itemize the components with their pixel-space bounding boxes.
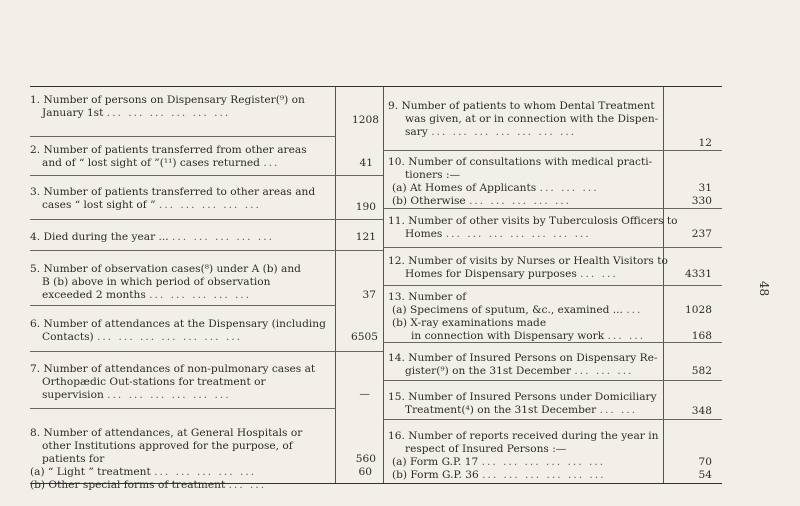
row-5 bbox=[30, 263, 330, 302]
row-3-line-1: 3. Number of patients transferred to other areas and bbox=[30, 186, 316, 198]
row-4-label: 4. Died during the year ... bbox=[30, 231, 169, 243]
row-16-a-label: (a) Form G.P. 17 bbox=[392, 456, 479, 468]
row-3-line-2 bbox=[30, 199, 330, 212]
row-divider bbox=[383, 150, 722, 151]
row-8-a-value: 560 bbox=[355, 453, 376, 465]
row-5-line-2: B (b) above in which period of observation bbox=[42, 276, 271, 288]
row-3 bbox=[30, 186, 330, 212]
row-divider bbox=[30, 351, 383, 352]
leader-dots: ... ... ... ... ... ... ... bbox=[431, 126, 577, 138]
row-11-label: Homes bbox=[405, 228, 443, 240]
leader-dots: ... bbox=[263, 157, 280, 169]
row-6-value: 6505 bbox=[351, 331, 378, 343]
row-15-line-1: 15. Number of Insured Persons under Domiciliary bbox=[388, 391, 657, 403]
row-10-b bbox=[388, 195, 660, 208]
row-1 bbox=[30, 94, 330, 120]
row-13-a-label: (a) Specimens of sputum, &c., examined ... bbox=[392, 304, 623, 316]
leader-dots: ... ... ... ... ... bbox=[172, 231, 274, 243]
row-10-a-value: 31 bbox=[698, 182, 712, 194]
row-8-line-3: patients for bbox=[42, 453, 105, 465]
leader-dots: ... ... ... ... ... ... ... bbox=[97, 331, 242, 343]
column-divider bbox=[335, 87, 336, 483]
leader-dots: ... ... ... ... ... ... bbox=[106, 107, 231, 119]
row-2 bbox=[30, 144, 330, 170]
page-number: 48 bbox=[757, 280, 772, 297]
row-divider bbox=[30, 175, 383, 176]
row-2-value: 41 bbox=[359, 157, 373, 169]
leader-dots: ... ... bbox=[580, 268, 618, 280]
row-divider bbox=[383, 247, 722, 248]
row-divider bbox=[383, 419, 722, 420]
row-13-a-value: 1028 bbox=[685, 304, 712, 316]
row-4-value: 121 bbox=[355, 231, 376, 243]
row-5-value: 37 bbox=[362, 289, 376, 301]
row-4-line-1 bbox=[30, 231, 330, 244]
row-8 bbox=[30, 427, 330, 492]
row-16-b bbox=[388, 469, 660, 482]
row-2-line-1: 2. Number of patients transferred from other areas bbox=[30, 144, 307, 156]
row-4 bbox=[30, 231, 330, 244]
row-14 bbox=[388, 352, 660, 378]
row-12 bbox=[388, 255, 668, 281]
row-10-line-2: tioners :— bbox=[405, 169, 461, 181]
leader-dots: ... ... ... ... ... ... bbox=[481, 456, 606, 468]
row-10 bbox=[388, 156, 660, 208]
row-3-label: cases “ lost sight of ” bbox=[42, 199, 156, 211]
row-11-line-2 bbox=[388, 228, 660, 241]
row-16 bbox=[388, 430, 660, 482]
row-3-value: 190 bbox=[355, 201, 376, 213]
row-16-line-1: 16. Number of reports received during the year in bbox=[388, 430, 659, 442]
statistics-table bbox=[30, 86, 722, 491]
row-15 bbox=[388, 391, 660, 417]
leader-dots: ... ... ... ... ... bbox=[154, 466, 257, 478]
row-13-b-label: in connection with Dispensary work bbox=[411, 330, 605, 342]
row-9-value: 12 bbox=[698, 137, 712, 149]
leader-dots: ... ... bbox=[607, 330, 646, 342]
leader-dots: ... ... ... ... ... bbox=[158, 199, 261, 211]
row-12-line-1: 12. Number of visits by Nurses or Health Visitors to bbox=[388, 255, 668, 267]
row-13-line-1: 13. Number of bbox=[388, 291, 467, 303]
row-10-b-value: 330 bbox=[691, 195, 712, 207]
row-11 bbox=[388, 215, 678, 241]
row-divider bbox=[30, 136, 336, 137]
row-divider bbox=[383, 285, 722, 286]
row-8-b-label: (b) Other special forms of treatment bbox=[30, 479, 226, 491]
row-8-a-label: (a) “ Light ” treatment bbox=[30, 466, 151, 478]
row-1-line-2 bbox=[30, 107, 330, 120]
row-6 bbox=[30, 318, 330, 344]
row-15-line-2 bbox=[388, 404, 660, 417]
row-5-line-1: 5. Number of observation cases(⁸) under A (b) and bbox=[30, 263, 301, 275]
leader-dots: ... ... ... ... ... ... ... bbox=[445, 228, 591, 240]
leader-dots: ... ... ... ... ... bbox=[469, 195, 572, 207]
row-16-a bbox=[388, 456, 660, 469]
row-9 bbox=[388, 100, 660, 139]
row-7-value: — bbox=[359, 388, 370, 400]
row-2-line-2 bbox=[30, 157, 330, 170]
row-2-label: and of “ lost sight of ”(¹¹) cases returned bbox=[42, 157, 260, 169]
row-13-b-line-2 bbox=[388, 330, 660, 343]
row-7-line-2: Orthopædic Out-stations for treatment or bbox=[42, 376, 266, 388]
leader-dots: ... ... ... bbox=[574, 365, 634, 377]
row-1-line-1: 1. Number of persons on Dispensary Register(⁹) on bbox=[30, 94, 305, 106]
row-7-line-3 bbox=[30, 389, 330, 402]
row-15-label: Treatment(⁴) on the 31st December bbox=[405, 404, 597, 416]
row-14-value: 582 bbox=[691, 365, 712, 377]
row-14-line-1: 14. Number of Insured Persons on Dispensary Re- bbox=[388, 352, 658, 364]
row-13 bbox=[388, 291, 660, 343]
leader-dots: ... ... ... ... ... ... bbox=[107, 389, 231, 401]
row-8-b-value: 60 bbox=[358, 466, 372, 478]
row-divider bbox=[383, 208, 722, 209]
row-16-b-value: 54 bbox=[698, 469, 712, 481]
row-8-b bbox=[30, 479, 330, 492]
row-14-line-2 bbox=[388, 365, 660, 378]
row-9-line-1: 9. Number of patients to whom Dental Treatment bbox=[388, 100, 655, 112]
row-11-value: 237 bbox=[691, 228, 712, 240]
row-13-a bbox=[388, 304, 660, 317]
row-13-b: (b) X-ray examinations made bbox=[392, 317, 547, 329]
row-15-value: 348 bbox=[691, 405, 712, 417]
leader-dots: ... ... ... bbox=[539, 182, 599, 194]
row-5-line-3 bbox=[30, 289, 330, 302]
row-12-line-2 bbox=[388, 268, 660, 281]
row-divider bbox=[30, 408, 336, 409]
leader-dots: ... ... bbox=[228, 479, 267, 491]
row-11-line-1: 11. Number of other visits by Tuberculosis Officers to bbox=[388, 215, 678, 227]
row-10-a-label: (a) At Homes of Applicants bbox=[392, 182, 537, 194]
row-8-a bbox=[30, 466, 330, 479]
leader-dots: ... bbox=[626, 304, 643, 316]
row-12-label: Homes for Dispensary purposes bbox=[405, 268, 577, 280]
row-divider bbox=[383, 380, 722, 381]
row-divider bbox=[30, 250, 383, 251]
row-1-label: January 1st bbox=[42, 107, 104, 119]
leader-dots: ... ... bbox=[599, 404, 638, 416]
row-9-line-3 bbox=[388, 126, 660, 139]
row-10-line-1: 10. Number of consultations with medical practi- bbox=[388, 156, 653, 168]
row-divider bbox=[30, 219, 383, 220]
leader-dots: ... ... ... ... ... ... bbox=[482, 469, 606, 481]
row-9-line-2: was given, at or in connection with the Dispen- bbox=[405, 113, 659, 125]
row-6-line-2 bbox=[30, 331, 330, 344]
row-14-label: gister(⁹) on the 31st December bbox=[405, 365, 572, 377]
row-16-a-value: 70 bbox=[698, 456, 712, 468]
row-5-label: exceeded 2 months bbox=[42, 289, 146, 301]
row-10-b-label: (b) Otherwise bbox=[392, 195, 466, 207]
row-divider bbox=[30, 305, 336, 306]
row-16-line-2: respect of Insured Persons :— bbox=[405, 443, 567, 455]
row-12-value: 4331 bbox=[685, 268, 712, 280]
row-1-value: 1208 bbox=[352, 114, 379, 126]
row-7-line-1: 7. Number of attendances of non-pulmonary cases at bbox=[30, 363, 316, 375]
row-6-line-1: 6. Number of attendances at the Dispensary (including bbox=[30, 318, 326, 330]
row-8-line-1: 8. Number of attendances, at General Hospitals or bbox=[30, 427, 303, 439]
row-8-line-2: other Institutions approved for the purpose, of bbox=[42, 440, 293, 452]
row-7 bbox=[30, 363, 330, 402]
row-16-b-label: (b) Form G.P. 36 bbox=[392, 469, 479, 481]
row-9-label: sary bbox=[405, 126, 428, 138]
row-6-label: Contacts) bbox=[42, 331, 94, 343]
leader-dots: ... ... ... ... ... bbox=[149, 289, 252, 301]
row-10-a bbox=[388, 182, 660, 195]
row-7-label: supervision bbox=[42, 389, 104, 401]
row-13-b-value: 168 bbox=[691, 330, 712, 342]
